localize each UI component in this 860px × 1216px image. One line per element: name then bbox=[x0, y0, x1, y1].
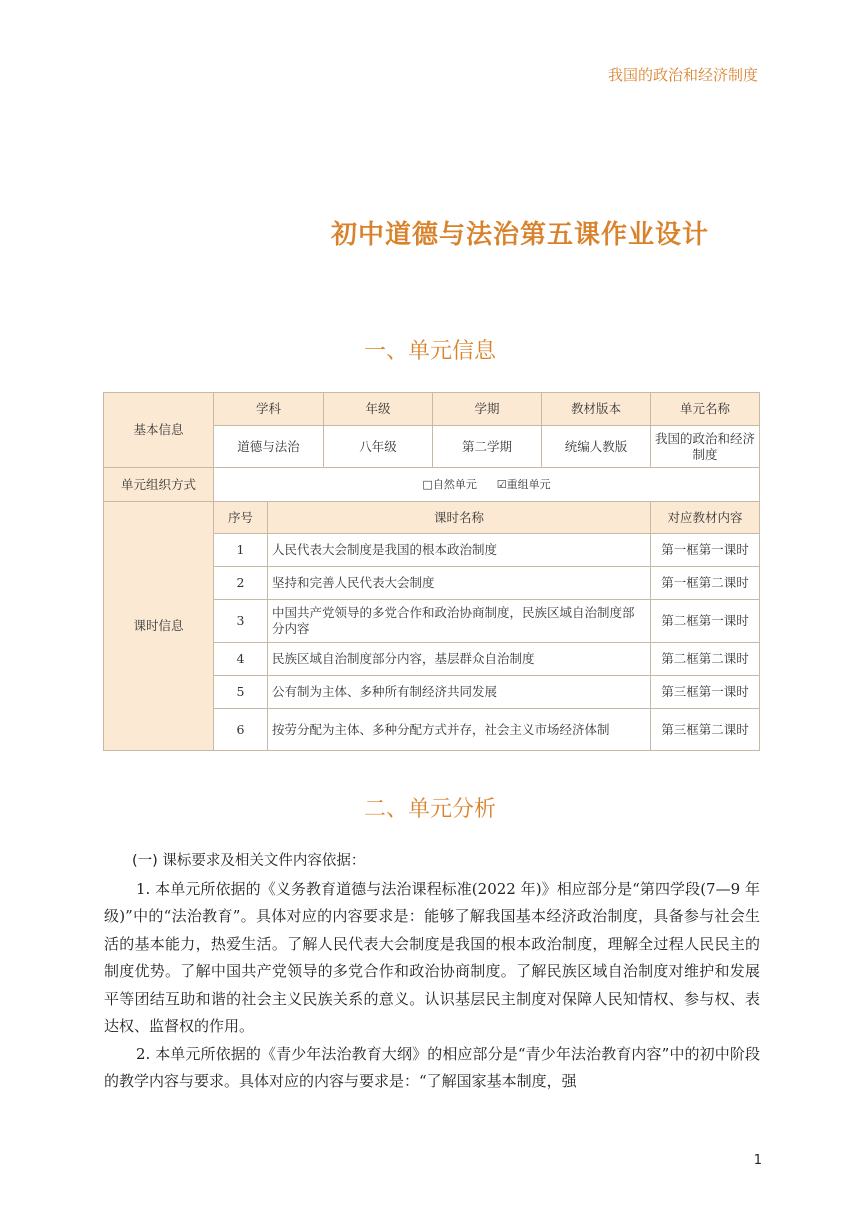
lesson-content: 第三框第一课时 bbox=[651, 676, 760, 709]
paragraph: 1. 本单元所依据的《义务教育道德与法治课程标准(2022 年)》相应部分是“第四学段(7—9 年级)”中的“法治教育”。具体对应的内容要求是：能够了解我国基本经济政治制度，具备参与社会生活的基本能力，热爱生活。了解人民代表大会制度是我国的根本政治制度，理解全过程人民民主的制度优势。了解中国共产党领导的多党合作和政治协商制度。了解民族区域自治制度对维护和发展平等团结互助和谐的社会主义民族关系的意义。认识基层民主制度对保障人民知情权、参与权、表达权、监督权的作用。 bbox=[104, 879, 760, 1035]
analysis-text bbox=[104, 848, 760, 1096]
organization-options bbox=[214, 468, 760, 502]
paragraph: 2. 本单元所依据的《青少年法治教育大纲》的相应部分是“青少年法治教育内容”中的初中阶段的教学内容与要求。具体对应的内容与要求是：“了解国家基本制度，强 bbox=[104, 1044, 760, 1090]
option-regrouped-unit: ☑重组单元 bbox=[496, 478, 551, 491]
lesson-info-label: 课时信息 bbox=[104, 502, 214, 751]
unit-info-table bbox=[103, 392, 760, 751]
header-unit-name: 单元名称 bbox=[651, 393, 760, 426]
lesson-no: 4 bbox=[214, 643, 268, 676]
subheading-curriculum-basis: (一) 课标要求及相关文件内容依据： bbox=[132, 853, 366, 869]
lesson-content: 第二框第一课时 bbox=[651, 600, 760, 643]
lesson-content: 第二框第二课时 bbox=[651, 643, 760, 676]
value-unit-name: 我国的政治和经济制度 bbox=[651, 426, 760, 468]
header-lesson-name: 课时名称 bbox=[268, 502, 651, 534]
value-term: 第二学期 bbox=[433, 426, 542, 468]
organization-label: 单元组织方式 bbox=[104, 468, 214, 502]
lesson-content: 第三框第二课时 bbox=[651, 709, 760, 751]
option-natural-unit: □自然单元 bbox=[422, 478, 477, 491]
header-subject: 学科 bbox=[214, 393, 324, 426]
page-number: 1 bbox=[753, 1153, 762, 1168]
lesson-name: 人民代表大会制度是我国的根本政治制度 bbox=[268, 534, 651, 567]
value-subject: 道德与法治 bbox=[214, 426, 324, 468]
header-seq: 序号 bbox=[214, 502, 268, 534]
lesson-no: 6 bbox=[214, 709, 268, 751]
header-term: 学期 bbox=[433, 393, 542, 426]
document-title: 初中道德与法治第五课作业设计 bbox=[330, 220, 709, 250]
lesson-name: 民族区域自治制度部分内容，基层群众自治制度 bbox=[268, 643, 651, 676]
header-textbook-content: 对应教材内容 bbox=[651, 502, 760, 534]
section-heading-unit-info: 一、单元信息 bbox=[363, 339, 496, 364]
lesson-name: 公有制为主体、多种所有制经济共同发展 bbox=[268, 676, 651, 709]
basic-info-label: 基本信息 bbox=[104, 393, 214, 468]
section-heading-unit-analysis: 二、单元分析 bbox=[363, 797, 496, 822]
header-grade: 年级 bbox=[324, 393, 433, 426]
lesson-no: 2 bbox=[214, 567, 268, 600]
lesson-no: 5 bbox=[214, 676, 268, 709]
lesson-no: 3 bbox=[214, 600, 268, 643]
header-textbook-version: 教材版本 bbox=[542, 393, 651, 426]
value-textbook-version: 统编人教版 bbox=[542, 426, 651, 468]
lesson-no: 1 bbox=[214, 534, 268, 567]
lesson-name: 按劳分配为主体、多种分配方式并存，社会主义市场经济体制 bbox=[268, 709, 651, 751]
lesson-name: 坚持和完善人民代表大会制度 bbox=[268, 567, 651, 600]
lesson-content: 第一框第一课时 bbox=[651, 534, 760, 567]
lesson-content: 第一框第二课时 bbox=[651, 567, 760, 600]
value-grade: 八年级 bbox=[324, 426, 433, 468]
running-header: 我国的政治和经济制度 bbox=[607, 66, 758, 84]
lesson-name: 中国共产党领导的多党合作和政治协商制度，民族区域自治制度部分内容 bbox=[268, 600, 651, 643]
